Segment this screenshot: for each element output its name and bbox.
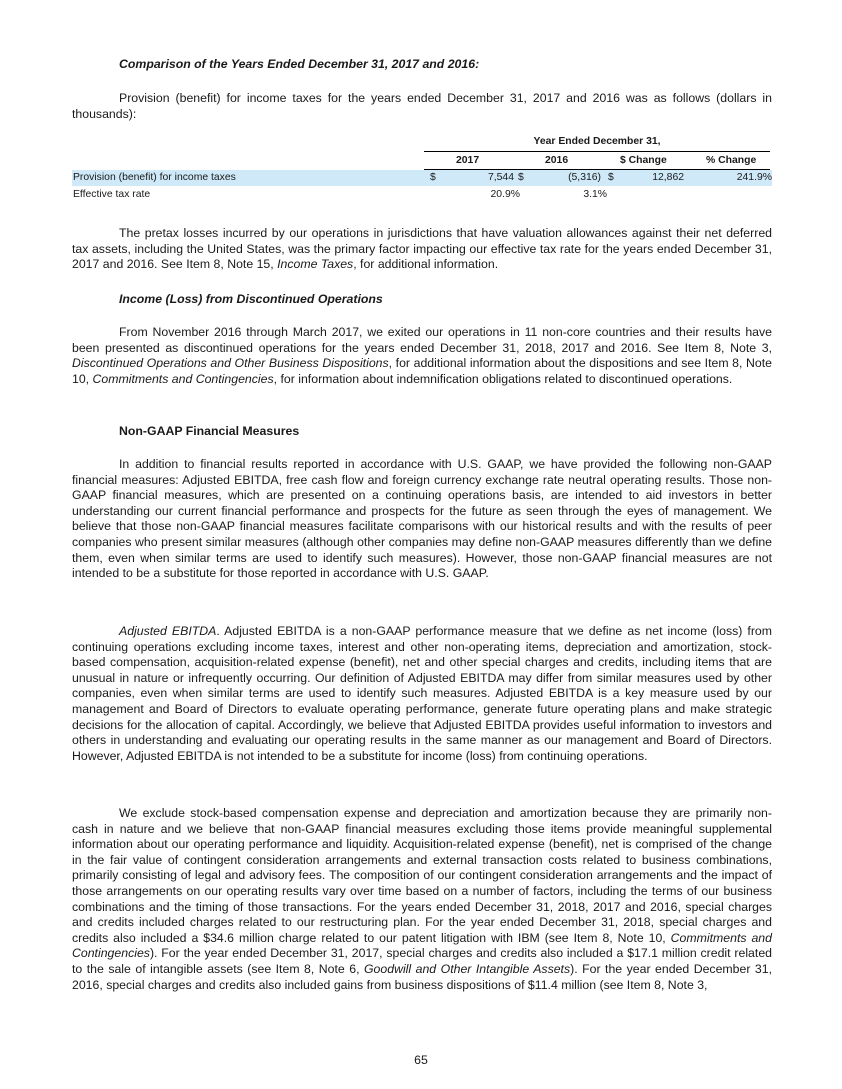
value-dollar-change: 12,862 <box>652 172 684 183</box>
italic-reference: Commitments and Contingencies <box>92 371 274 386</box>
page-number: 65 <box>414 1053 428 1067</box>
table-row <box>72 187 772 203</box>
text-span: , for information about indemnification obligations related to discontinued operations. <box>273 371 733 386</box>
column-header-dollar-change: $ Change <box>620 155 667 166</box>
provision-intro-paragraph: Provision (benefit) for income taxes for the years ended December 31, 2017 and 2016 was as follows (dollars in thousands): <box>72 91 772 121</box>
value-percent-change: 241.9% <box>736 172 772 183</box>
text-span: The pretax losses incurred by our operations in jurisdictions that have valuation allowances against their net deferred tax assets, including the United States, was the primary factor impacting our effective tax rate for the years ended December 31, 2017 and 2016. See Item 8, Note 15, <box>72 226 772 272</box>
text-span: We exclude stock-based compensation expense and depreciation and amortization because they are primarily non-cash in nature and we believe that non-GAAP financial measures excluding those items provide meaningful supplemental information about our operating performance and liquidity. Acquisition-related expense (benefit), net is comprised of the change in the fair value of contingent consideration arrangements and external transaction costs related to business combinations, primarily consisting of legal and advisory fees. The composition of our contingent consideration arrangements and the impact of those arrangements on our operating results vary over time based on a number of factors, including the terms of our business combinations and the timing of those transactions. For the years ended December 31, 2018, 2017 and 2016, special charges and credits included charges related to our restructuring plan. For the year ended December 31, 2018, special charges and credits also included a $34.6 million charge related to our patent litigation with IBM (see Item 8, Note 10, <box>72 806 772 945</box>
value-2017: 20.9% <box>490 189 520 200</box>
text-span: From November 2016 through March 2017, we exited our operations in 11 non-core countries and their results have been presented as discontinued operations for the years ended December 31, 2018, 2017 and 2016. See Item 8, Note 3, <box>72 325 772 355</box>
italic-reference: Discontinued Operations and Other Business Dispositions <box>72 356 389 371</box>
italic-reference: Goodwill and Other Intangible Assets <box>363 961 571 976</box>
discontinued-ops-heading: Income (Loss) from Discontinued Operations <box>119 292 383 306</box>
text-span: , for additional information. <box>353 257 499 272</box>
table-rule <box>424 151 770 152</box>
column-header-2017: 2017 <box>456 155 480 166</box>
value-2016: (5,316) <box>568 172 601 183</box>
row-label: Effective tax rate <box>73 189 151 200</box>
currency-symbol: $ <box>430 172 436 183</box>
italic-reference: Commitments and Contingencies <box>72 930 772 961</box>
pretax-paragraph <box>72 226 772 273</box>
value-2016: 3.1% <box>583 189 607 200</box>
table-group-header: Year Ended December 31, <box>533 136 661 147</box>
table-row <box>72 170 772 186</box>
text-span: ). For the year ended December 31, 2016, special charges and credits also included gains from business dispositions of $11.4 million (see Item 8, Note 3, <box>72 961 773 992</box>
comparison-heading: Comparison of the Years Ended December 31, 2017 and 2016: <box>119 57 480 71</box>
tax-provision-table <box>72 136 772 216</box>
text-span: ). For the year ended December 31, 2017, special charges and credits also included a $17.1 million credit related to the sale of intangible assets (see Item 8, Note 6, <box>72 946 772 976</box>
non-gaap-heading: Non-GAAP Financial Measures <box>119 424 300 438</box>
value-2017: 7,544 <box>487 172 514 183</box>
column-header-percent-change: % Change <box>706 155 757 166</box>
italic-reference: Income Taxes <box>277 257 354 272</box>
discontinued-ops-paragraph <box>72 325 772 387</box>
non-gaap-paragraph: In addition to financial results reported in accordance with U.S. GAAP, we have provided the following non-GAAP financial measures: Adjusted EBITDA, free cash flow and foreign currency exchange rate neutral operating results. Those non-GAAP financial measures, which are presented on a continuing operations basis, are intended to aid investors in better understanding our current financial performance and prospects for the future as seen through the eyes of management. We believe that those non-GAAP financial measures facilitate comparisons with our historical results and with the results of peer companies who present similar measures (although other companies may define non-GAAP measures differently than we define them, even when similar terms are used to identify such measures). However, those non-GAAP financial measures are not intended to be a substitute for those reported in accordance with U.S. GAAP. <box>72 457 772 581</box>
adjusted-ebitda-paragraph <box>72 624 772 764</box>
italic-term: Adjusted EBITDA <box>119 624 217 638</box>
text-span: , for additional information about the dispositions and see Item 8, Note 10, <box>72 356 772 386</box>
currency-symbol: $ <box>518 172 524 183</box>
text-span: . Adjusted EBITDA is a non-GAAP performance measure that we define as net income (loss) from continuing operations excluding income taxes, interest and other non-operating items, depreciation and amortization, stock-based compensation, acquisition-related expense (benefit), net and other special charges and credits, including items that are unusual in nature or infrequently occurring. Our definition of Adjusted EBITDA may differ from similar measures used by other companies, even when similar terms are used to identify such measures. Adjusted EBITDA is a key measure used by our management and Board of Directors to evaluate operating performance, generate future operating plans and make strategic decisions for the allocation of capital. Accordingly, we believe that Adjusted EBITDA provides useful information to investors and others in understanding and evaluating our operating results in the same manner as our management and Board of Directors. However, Adjusted EBITDA is not intended to be a substitute for income (loss) from continuing operations. <box>72 624 772 763</box>
currency-symbol: $ <box>608 172 614 183</box>
row-label: Provision (benefit) for income taxes <box>73 172 236 183</box>
column-header-2016: 2016 <box>545 155 569 166</box>
exclusion-paragraph <box>72 806 772 993</box>
